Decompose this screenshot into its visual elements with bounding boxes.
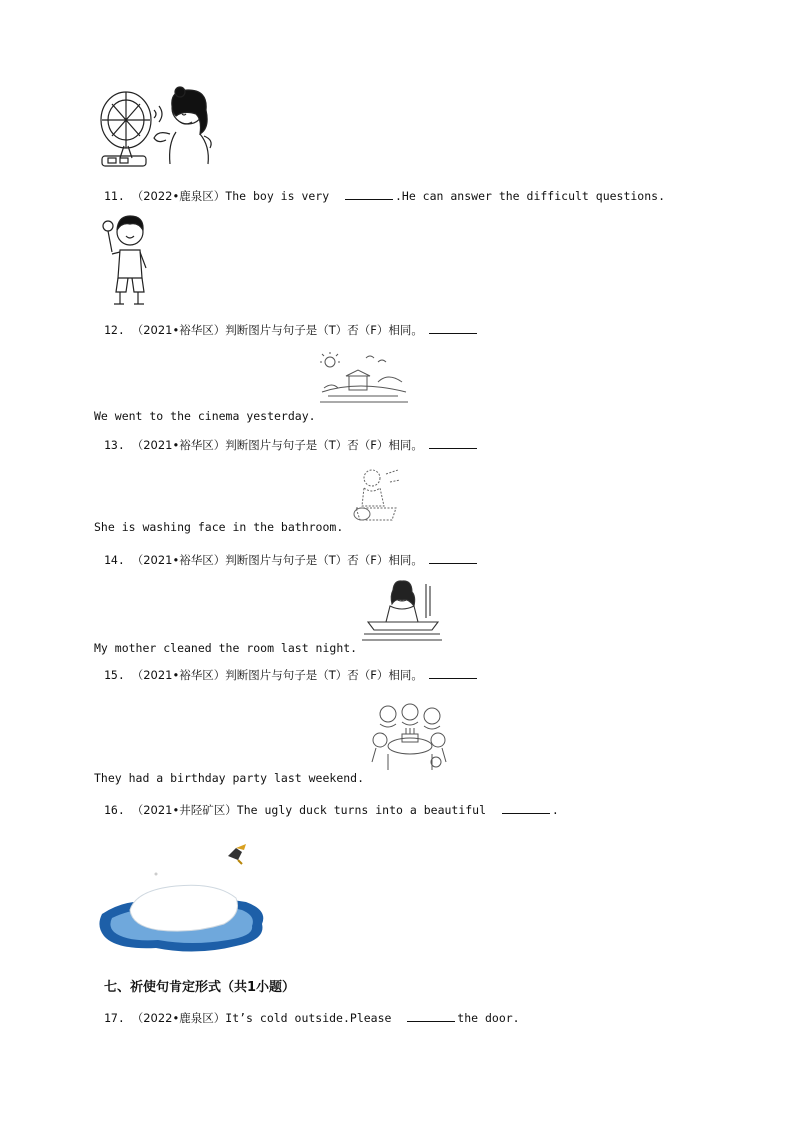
- question-11: [104, 188, 665, 204]
- boy-illustration: [100, 212, 156, 310]
- question-text: 判断图片与句子是（T）否（F）相同。: [225, 668, 427, 682]
- birthday-party-illustration: [366, 700, 452, 778]
- sentence-12: We went to the cinema yesterday.: [94, 409, 316, 423]
- question-number: 12.: [104, 323, 125, 337]
- answer-blank-17[interactable]: [407, 1010, 455, 1022]
- question-source: （2021•裕华区）: [131, 668, 226, 682]
- question-text-end: .He can answer the difficult questions.: [394, 189, 666, 203]
- fan-and-girl-illustration: [96, 84, 218, 172]
- question-source: （2022•鹿泉区）: [131, 189, 226, 203]
- question-text: 判断图片与句子是（T）否（F）相同。: [225, 553, 427, 567]
- sentence-15: They had a birthday party last weekend.: [94, 771, 365, 785]
- sentence-13: She is washing face in the bathroom.: [94, 520, 344, 534]
- answer-blank-14[interactable]: [429, 552, 477, 564]
- question-text: The boy is very: [225, 189, 343, 203]
- answer-blank-13[interactable]: [429, 437, 477, 449]
- question-number: 11.: [104, 189, 125, 203]
- section-heading-7: 七、祈使句肯定形式（共1小题）: [104, 980, 296, 995]
- question-text: The ugly duck turns into a beautiful: [236, 803, 500, 817]
- question-13: [104, 437, 479, 453]
- answer-blank-11[interactable]: [345, 188, 393, 200]
- question-number: 14.: [104, 553, 125, 567]
- question-source: （2021•裕华区）: [131, 323, 226, 337]
- answer-blank-16[interactable]: [502, 802, 550, 814]
- question-16: [104, 802, 559, 818]
- answer-blank-12[interactable]: [429, 322, 477, 334]
- question-15: [104, 667, 479, 683]
- sentence-14: My mother cleaned the room last night.: [94, 641, 358, 655]
- question-number: 17.: [104, 1011, 125, 1025]
- question-14: [104, 552, 479, 568]
- question-text: 判断图片与句子是（T）否（F）相同。: [225, 438, 427, 452]
- question-12: [104, 322, 479, 338]
- mother-cleaning-illustration: [360, 578, 444, 642]
- answer-blank-15[interactable]: [429, 667, 477, 679]
- question-source: （2021•裕华区）: [131, 438, 226, 452]
- question-source: （2022•鹿泉区）: [131, 1011, 226, 1025]
- park-scene-illustration: [318, 352, 410, 410]
- question-source: （2021•裕华区）: [131, 553, 226, 567]
- question-number: 13.: [104, 438, 125, 452]
- question-text-end: .: [551, 803, 559, 817]
- question-text: It’s cold outside.Please: [225, 1011, 406, 1025]
- question-number: 15.: [104, 668, 125, 682]
- question-source: （2021•井陉矿区）: [131, 803, 237, 817]
- question-text-end: the door.: [457, 1011, 520, 1025]
- swan-illustration: [96, 840, 272, 960]
- question-text: 判断图片与句子是（T）否（F）相同。: [225, 323, 427, 337]
- question-number: 16.: [104, 803, 125, 817]
- question-17: [104, 1010, 520, 1026]
- washing-illustration: [346, 466, 404, 526]
